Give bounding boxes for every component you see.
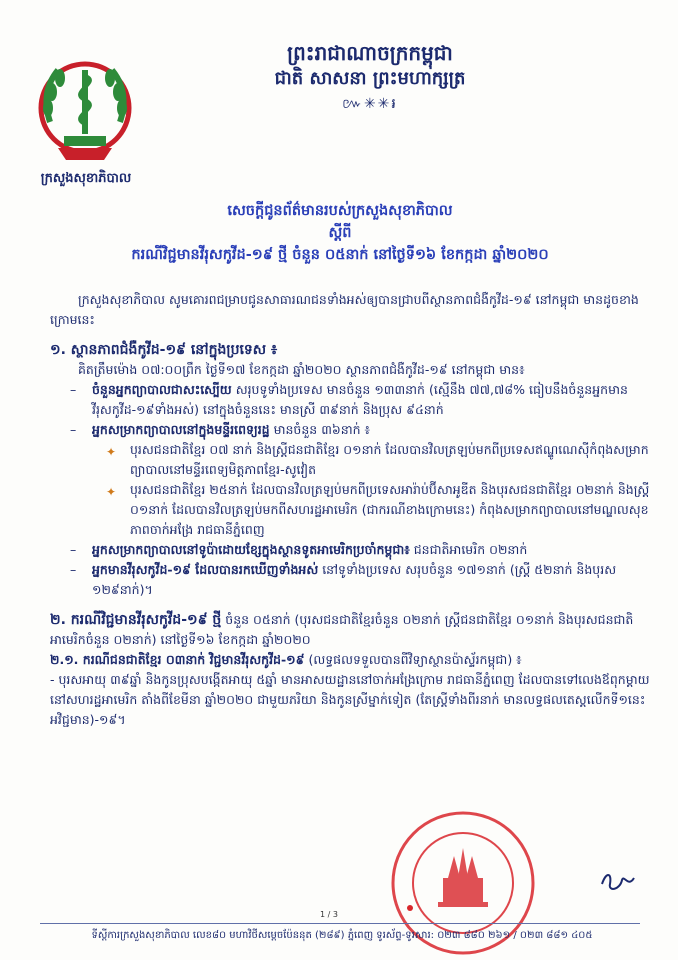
sub-list-item: [50, 480, 650, 540]
page-number: 1 / 3: [320, 910, 338, 919]
sub-list-item-text: បុរសជនជាតិខ្មែរ ២៥នាក់ ដែលបានវិលត្រឡប់មកពីប្រទេសអារ៉ាប់ប៊ីសាអូឌីត និងបុរសជនជាតិខ្មែរ ០២នាក់ និងស្ត្រី ០១នាក់ ដែលបានវិលត្រឡប់មកពីសហរដ្ឋអាមេរិក (ជាករណីខាងក្រោមនេះ) កំពុងសម្រាកព្យាបាលនៅមណ្ឌលសុខភាពចាក់អង្រែ រាជធានីភ្នំពេញ: [130, 482, 650, 537]
ministry-name-under-logo: ក្រសួងសុខាភិបាល: [40, 171, 132, 186]
sub-list-item-text: បុរសជនជាតិខ្មែរ ០៧ នាក់ និងស្ត្រីជនជាតិខ្មែរ ០១នាក់ ដែលបានវិលត្រឡប់មកពីប្រទេសឥណ្ឌូណេស៊ីកំពុងសម្រាកព្យាបាលនៅមន្ទីរពេទ្យមិត្តភាពខ្មែរ-សូវៀត: [130, 442, 649, 477]
header-ornament: ៚✳✳៛: [342, 96, 398, 112]
section-2-1-text: (លទ្ធផលទទួលបានពីវិទ្យាស្ថានប៉ាស្ទ័រកម្ពុជា) ៖: [304, 652, 522, 667]
list-item-text: ជនជាតិអាមេរិក ០២នាក់: [409, 542, 528, 557]
section-2-1-detail: - បុរសអាយុ ៣៩ឆ្នាំ និងកូនប្រុសបង្កើតអាយុ ៥ឆ្នាំ មានអាសយដ្ឋាននៅចាក់អង្រែក្រោម រាជធានីភ្នំពេញ ដែលបានទៅលេងឪពុកម្តាយនៅសហរដ្ឋអាមេរិក តាំងពីខែមីនា ឆ្នាំ២០២០ ជាមួយភរិយា និងកូនស្រីម្នាក់ទៀត (តែស្ត្រីទាំងពីរនាក់ មានលទ្ធផលតេស្តលើកទី១នេះ អវិជ្ជមាន)-១៩។: [50, 672, 650, 727]
section-2-heading: ២. ករណីវិជ្ជមានវីរុសកូវីដ-១៩ ថ្មី: [50, 612, 222, 628]
list-item: [50, 560, 650, 600]
national-motto: ជាតិ សាសនា ព្រះមហាក្សត្រ: [274, 68, 466, 89]
list-item: [50, 380, 650, 420]
announcement-title: [40, 200, 640, 266]
title-line-1: សេចក្តីជូនព័ត៌មានរបស់ក្រសួងសុខាភិបាល: [227, 203, 453, 219]
title-line-3: ករណីវិជ្ជមានវីរុសកូវីដ-១៩ ថ្មី ចំនួន ០៥នាក់ នៅថ្ងៃទី១៦ ខែកក្កដា ឆ្នាំ២០២០: [131, 247, 549, 263]
section-1-lead: គិតត្រឹមម៉ោង ០៧:០០ព្រឹក ថ្ងៃទី១៧ ខែកក្កដា ឆ្នាំ២០២០ ស្ថានភាពជំងឺកូវីដ-១៩ នៅកម្ពុជា មាន៖: [78, 362, 525, 377]
list-item-label: អ្នកមានវីរុសកូវីដ-១៩ ដែលបានរកឃើញទាំងអស់: [92, 562, 319, 577]
section-2-1-paragraph: [50, 650, 650, 670]
list-item-text: នៅទូទាំងប្រទេស សរុបចំនួន ១៧១នាក់ (ស្ត្រី ៥២នាក់ និងបុរស ១២៩នាក់)។: [92, 562, 617, 597]
star-bullet-icon: ✦: [106, 445, 117, 459]
dash-marker: –: [70, 542, 77, 557]
intro-paragraph: ក្រសួងសុខាភិបាល សូមគោរពជម្រាបជូនសាធារណជនទាំងអស់ឲ្យបានជ្រាបពីស្ថានភាពជំងឺកូវីដ-១៩ នៅកម្ពុជា មានដូចខាងក្រោមនេះ: [50, 292, 639, 327]
dash-marker: –: [70, 382, 77, 397]
section-1-heading: ១. ស្ថានភាពជំងឺកូវីដ-១៩ នៅក្នុងប្រទេស ៖: [50, 342, 278, 358]
section-2-1-heading: ២.១. ករណីជនជាតិខ្មែរ ០៣នាក់ វិជ្ជមានវីរុសកូវីដ-១៩: [50, 652, 305, 667]
section-2-text: ចំនួន ០៥នាក់ (បុរសជនជាតិខ្មែរចំនួន ០២នាក់ ស្ត្រីជនជាតិខ្មែរ ០១នាក់ និងបុរសជនជាតិអាមេរិកចំនួន ០២នាក់) នៅថ្ងៃទី១៦ ខែកក្កដា ឆ្នាំ២០២០: [50, 612, 634, 647]
dash-marker: –: [70, 422, 77, 437]
footer-divider: [40, 923, 640, 924]
list-item: [50, 540, 650, 560]
title-line-2: ស្តីពី: [328, 225, 352, 241]
list-item-text: មានចំនួន ៣៦នាក់ ៖: [269, 422, 371, 437]
kingdom-title: ព្រះរាជាណាចក្រកម្ពុជា: [287, 41, 453, 65]
list-item-label: ចំនួនអ្នកព្យាបាលជាសះស្បើយ: [92, 382, 232, 397]
dash-marker: –: [70, 562, 77, 577]
list-item: [50, 420, 650, 440]
list-item-label: អ្នកសម្រាកព្យាបាលនៅក្នុងមន្ទីរពេទ្យរដ្ឋ: [92, 422, 270, 437]
star-bullet-icon: ✦: [106, 485, 117, 499]
list-item-label: អ្នកសម្រាកព្យាបាលនៅទូប៉ាដោយខ្សែក្នុងស្ថានទូតអាមេរិកប្រចាំកម្ពុជា៖: [92, 542, 410, 557]
section-2-paragraph: [50, 610, 650, 650]
footer-address: ទីស្តីការក្រសួងសុខាភិបាល លេខ៨០ មហាវិថីសម្តេចប៉ែននុត (២៨៩) ភ្នំពេញ ទូរស័ព្ទ-ទូរសារ: ០២៣ ៨៨០ ២៦១ / ០២៣ ៨៨១ ៤០៥: [91, 930, 593, 941]
sub-list-item: [50, 440, 650, 480]
list-item-text: សរុបទូទាំងប្រទេស មានចំនួន ១៣៣នាក់ (ស្មើនឹង ៧៧,៧៨% ធៀបនឹងចំនួនអ្នកមានវីរុសកូវីដ-១៩ទាំងអស់) នៅក្នុងចំនួននេះ មានស្រី ៣៩នាក់ និងប្រុស ៩៤នាក់: [92, 382, 628, 417]
document-header: [190, 40, 550, 115]
ministry-logo-icon: [30, 52, 140, 170]
document-body: [50, 290, 650, 730]
signature-icon: [598, 868, 638, 894]
